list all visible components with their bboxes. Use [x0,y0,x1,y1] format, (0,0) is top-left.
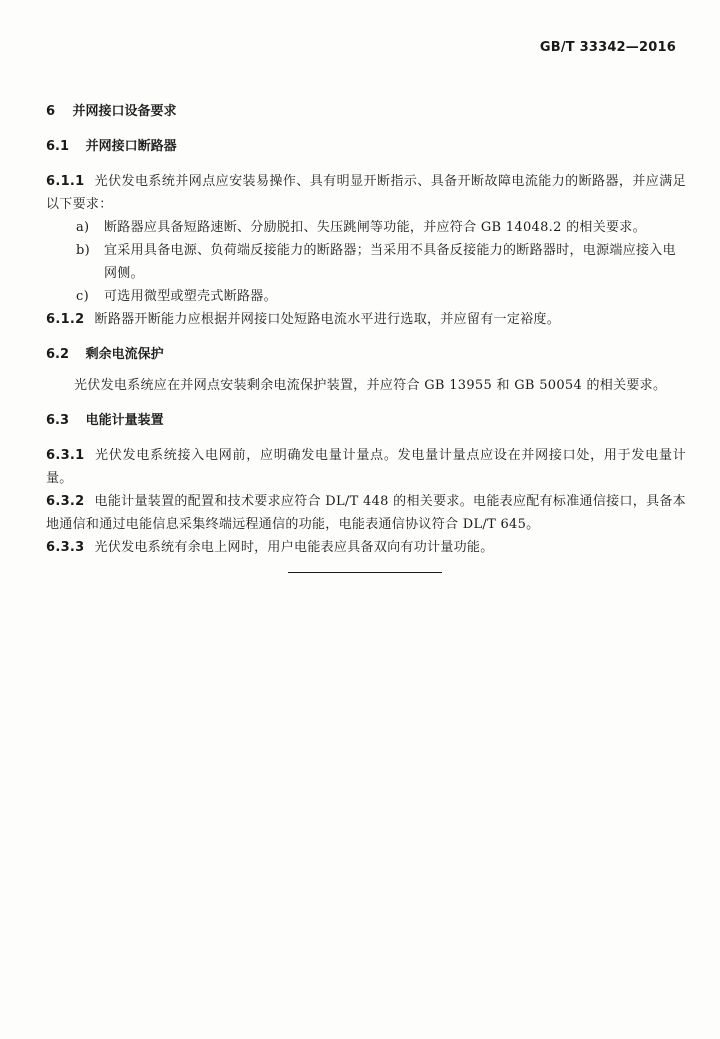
list-marker: b) [76,243,90,258]
list-item-text: 可选用微型或塑壳式断路器。 [104,289,277,304]
clause-number: 6.1.2 [46,312,85,327]
standard-code: GB/T 33342—2016 [539,40,676,55]
list-item-text: 断路器应具备短路速断、分励脱扣、失压跳闸等功能，并应符合 GB 14048.2 的相关要求。 [104,220,646,235]
clause-6-1-2 [46,308,686,331]
clause-text: 电能计量装置的配置和技术要求应符合 DL/T 448 的相关要求。电能表应配有标准通信接口，具备本地通信和通过电能信息采集终端远程通信的功能，电能表通信协议符合 DL/T 645。 [46,494,686,532]
clause-number: 6.3.3 [46,540,85,555]
list-item [46,216,686,239]
list-marker: c) [76,289,89,304]
list-item-text: 宜采用具备电源、负荷端反接能力的断路器；当采用不具备反接能力的断路器时，电源端应接入电网侧。 [104,243,676,281]
clause-6-3-1 [46,444,686,490]
document-body [46,100,686,559]
section-heading-6-3 [46,409,686,432]
list-item [46,285,686,308]
clause-6-3-3 [46,536,686,559]
section-title: 剩余电流保护 [85,347,164,362]
clause-text: 光伏发电系统有余电上网时，用户电能表应具备双向有功计量功能。 [94,540,494,555]
section-number: 6 [46,104,56,119]
section-heading-6-2 [46,343,686,366]
section-heading-6 [46,100,686,123]
clause-text: 光伏发电系统并网点应安装易操作、具有明显开断指示、具备开断故障电流能力的断路器，并应满足以下要求： [46,174,686,212]
section-title: 并网接口设备要求 [72,104,177,119]
section-title: 电能计量装置 [85,413,164,428]
clause-text: 断路器开断能力应根据并网接口处短路电流水平进行选取，并应留有一定裕度。 [94,312,561,327]
clause-text: 光伏发电系统接入电网前，应明确发电量计量点。发电量计量点应设在并网接口处，用于发电量计量。 [46,448,686,486]
section-heading-6-1 [46,135,686,158]
clause-number: 6.3.2 [46,494,85,509]
list-marker: a) [76,220,90,235]
clause-6-3-2 [46,490,686,536]
section-number: 6.2 [46,347,70,362]
clause-6-2-text: 光伏发电系统应在并网点安装剩余电流保护装置，并应符合 GB 13955 和 GB 50054 的相关要求。 [74,378,667,393]
end-of-document-rule [288,572,442,573]
section-number: 6.1 [46,139,70,154]
clause-6-1-1 [46,170,686,216]
clause-number: 6.1.1 [46,174,85,189]
clause-number: 6.3.1 [46,448,85,463]
list-item [46,239,686,285]
section-title: 并网接口断路器 [85,139,177,154]
section-number: 6.3 [46,413,70,428]
